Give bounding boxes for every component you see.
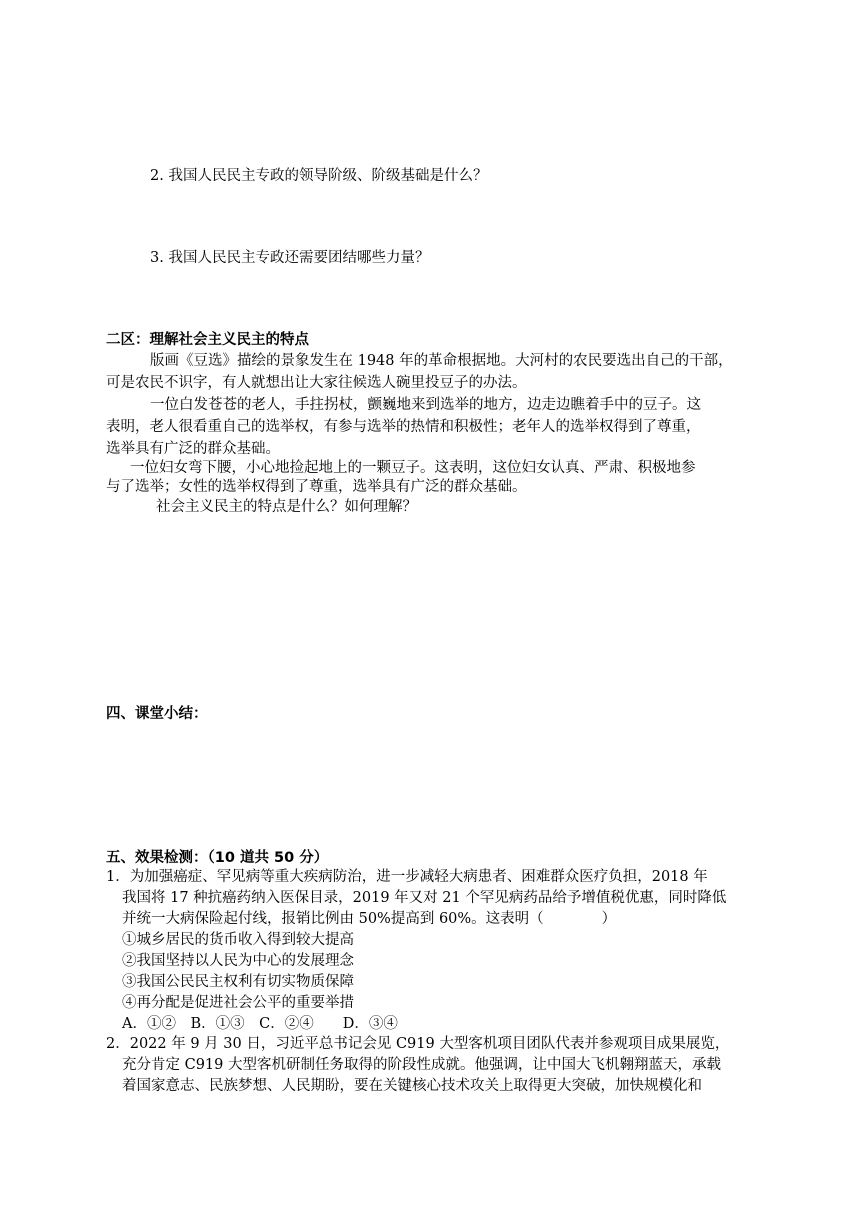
question-2-text: 2．2022 年 9 月 30 日，习近平总书记会见 C919 大型客机项目团队代表并参观项目成果展览，	[106, 1036, 730, 1052]
section-four-heading: 四、课堂小结：	[106, 706, 208, 722]
section-two-heading: 二区：理解社会主义民主的特点	[106, 332, 309, 348]
option-3: ③我国公民民主权利有切实物质保障	[122, 974, 354, 990]
option-4: ④再分配是促进社会公平的重要举措	[122, 995, 354, 1011]
question-2: 2. 我国人民民主专政的领导阶级、阶级基础是什么？	[150, 168, 488, 184]
option-1: ①城乡居民的货币收入得到较大提高	[122, 932, 354, 948]
question-1-text: 我国将 17 种抗癌药纳入医保目录，2019 年又对 21 个罕见病药品给予增值税优惠，同时降低	[122, 890, 727, 906]
paragraph-line: 可是农民不识字，有人就想出让大家往候选人碗里投豆子的办法。	[106, 375, 527, 391]
paragraph-line: 与了选举；女性的选举权得到了尊重，选举具有广泛的群众基础。	[106, 479, 527, 495]
question-2-text: 充分肯定 C919 大型客机研制任务取得的阶段性成就。他强调，让中国大飞机翱翔蓝天，承载	[122, 1057, 721, 1073]
paragraph-line: 表明，老人很看重自己的选举权，有参与选举的热情和积极性；老年人的选举权得到了尊重，	[106, 419, 701, 435]
paragraph-question: 社会主义民主的特点是什么？如何理解？	[156, 499, 417, 515]
option-2: ②我国坚持以人民为中心的发展理念	[122, 953, 354, 969]
paragraph-line: 版画《豆选》描绘的景象发生在 1948 年的革命根据地。大河村的农民要选出自己的干部，	[150, 353, 733, 369]
paragraph-line: 一位妇女弯下腰，小心地捡起地上的一颗豆子。这表明，这位妇女认真、严肃、积极地参	[130, 460, 696, 476]
question-2-text: 着国家意志、民族梦想、人民期盼，要在关键核心技术攻关上取得更大突破，加快规模化和	[122, 1078, 702, 1094]
question-3: 3. 我国人民民主专政还需要团结哪些力量？	[150, 250, 430, 266]
answer-choices: A．①② B．①③ C．②④ D．③④	[122, 1016, 398, 1032]
paragraph-line: 选举具有广泛的群众基础。	[106, 441, 280, 457]
question-1-text: 1．为加强癌症、罕见病等重大疾病防治，进一步减轻大病患者、困难群众医疗负担，2018 年	[106, 869, 708, 885]
paragraph-line: 一位白发苍苍的老人，手拄拐杖，颤巍地来到选举的地方，边走边瞧着手中的豆子。这	[150, 397, 701, 413]
section-five-heading: 五、效果检测：（10 道共 50 分）	[106, 850, 329, 866]
question-1-text: 并统一大病保险起付线，报销比例由 50%提高到 60%。这表明（ ）	[122, 911, 617, 927]
